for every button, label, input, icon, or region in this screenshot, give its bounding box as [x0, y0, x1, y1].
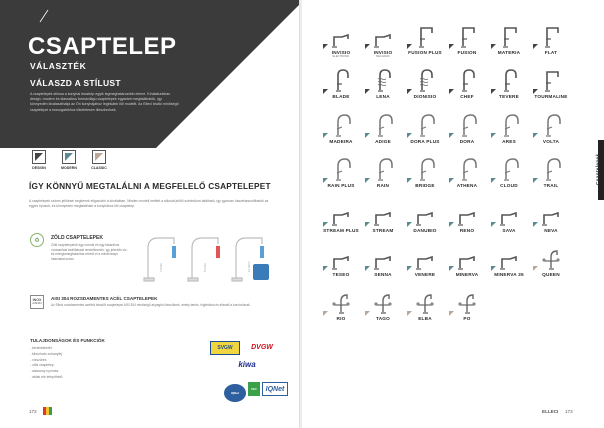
design-style-icon	[407, 44, 412, 49]
modern-style-icon	[533, 222, 538, 227]
green-faucets-heading: ZÖLD CSAPTELEPEK	[51, 235, 103, 241]
modern-style-icon	[491, 222, 496, 227]
faucet-icon	[454, 23, 480, 49]
faucet-item	[362, 21, 404, 65]
faucet-name: STREAM PLUS	[323, 227, 359, 233]
footer-color-logo	[43, 407, 52, 415]
design-style-icon	[449, 44, 454, 49]
faucet-icon	[370, 112, 396, 138]
flow-label: 5 l/min	[203, 263, 207, 272]
faucet-icon	[538, 156, 564, 182]
flow-label: 12 l/min	[247, 261, 251, 272]
faucet-name: BLADE	[332, 94, 350, 100]
faucet-icon	[328, 156, 354, 182]
faucet-name: DORA	[459, 138, 475, 144]
faucet-name: FUSION PLUS	[408, 50, 442, 55]
faucet-item	[530, 110, 572, 154]
faucet-item	[320, 287, 362, 331]
faucet-icon	[328, 23, 354, 49]
left-page	[0, 0, 300, 428]
modern-style-icon	[365, 266, 370, 271]
faucet-item	[320, 199, 362, 243]
faucet-name: MINERVA 35	[494, 271, 524, 277]
faucet-icon	[412, 289, 438, 315]
faucet-name: TOURMALINE	[534, 94, 568, 100]
modern-style-icon	[491, 178, 496, 183]
faucet-icon	[496, 201, 522, 227]
iso-logo: ISO	[248, 382, 260, 396]
inox-text: Az Elleci rozsdamentes acélból készült csaptelepei AISI 304 minőségű anyagból készülnek, amely tartós, higiénikus és ellenáll a korróziónak.	[51, 303, 251, 307]
page-title: CSAPTELEP	[28, 33, 177, 60]
faucet-icon	[538, 67, 564, 93]
faucet-item	[446, 21, 488, 65]
faucet-name: SAVA	[502, 227, 516, 233]
faucet-item	[404, 65, 446, 109]
green-faucets-text: Zöld csaptelepeink egy normál és egy takarékos vízáramlási beállítással rendelkeznek, így jelentős víz- és energiamegtakarítás érhető el a mindennapi használat során.	[51, 243, 128, 261]
faucet-item	[446, 154, 488, 198]
faucet-icon	[538, 112, 564, 138]
flow-label: 7 l/min	[159, 263, 163, 272]
faucet-name: INVISIO	[373, 50, 393, 55]
faucet-grid	[320, 21, 572, 332]
faucet-name: CLOUD	[500, 183, 518, 189]
faucet-icon	[454, 156, 480, 182]
faucet-name: PO	[463, 316, 471, 322]
faucet-name: ADIGE	[375, 138, 391, 144]
faucet-name: DIONISIO	[413, 94, 437, 100]
faucet-item	[488, 243, 530, 287]
faucet-icon	[538, 23, 564, 49]
faucet-name: SENNA	[374, 271, 392, 277]
classic-style-icon	[449, 311, 454, 316]
faucet-icon	[412, 23, 438, 49]
faucet-item	[530, 243, 572, 287]
design-style-icon	[533, 44, 538, 49]
faucet-item	[488, 110, 530, 154]
style-label: CLASSIC	[91, 166, 107, 170]
faucet-icon	[328, 112, 354, 138]
design-style-icon	[407, 89, 412, 94]
design-style-icon	[32, 150, 46, 164]
page-number-left: 172	[29, 409, 37, 414]
design-style-icon	[365, 89, 370, 94]
faucet-item	[404, 287, 446, 331]
faucet-name: ATHENA	[456, 183, 478, 189]
modern-style-icon	[491, 133, 496, 138]
feature-item: - vízszűrés	[30, 357, 47, 362]
feature-item: - zöld csaptelep	[30, 363, 54, 368]
faucet-name: RIO	[336, 316, 346, 322]
features-heading: TULAJDONSÁGOK ÉS FUNKCIÓK	[30, 338, 105, 343]
faucet-item	[320, 110, 362, 154]
faucet-item	[530, 199, 572, 243]
faucet-name: RAIN PLUS	[327, 183, 355, 189]
faucet-name: STREAM	[372, 227, 394, 233]
modern-style-icon	[533, 178, 538, 183]
faucet-name: DANUBIO	[413, 227, 437, 233]
faucet-name: MADEIRA	[329, 138, 353, 144]
faucet-icon	[538, 201, 564, 227]
brand-footer: ELLECI	[542, 409, 559, 414]
faucet-item	[446, 243, 488, 287]
faucet-icon	[328, 289, 354, 315]
faucet-icon	[496, 245, 522, 271]
classic-style-icon	[92, 150, 106, 164]
faucet-item	[404, 21, 446, 65]
page-subtitle: VÁLASZTÉK	[30, 61, 87, 71]
classic-style-icon	[407, 311, 412, 316]
faucet-item	[404, 199, 446, 243]
faucet-icon	[370, 201, 396, 227]
inox-heading: AISI 304 ROZSDAMENTES ACÉL CSAPTELEPEK	[51, 296, 158, 301]
easy-find-heading: ÍGY KÖNNYŰ MEGTALÁLNI A MEGFELELŐ CSAPTELEPET	[29, 181, 271, 191]
design-style-icon	[323, 89, 328, 94]
faucet-icon	[412, 201, 438, 227]
modern-style-icon	[365, 222, 370, 227]
faucet-item	[320, 154, 362, 198]
faucet-icon	[454, 245, 480, 271]
style-design	[29, 150, 49, 170]
faucet-name: RENO	[459, 227, 475, 233]
faucet-item	[488, 65, 530, 109]
faucet-icon	[328, 201, 354, 227]
faucet-item	[362, 199, 404, 243]
style-classic	[89, 150, 109, 170]
modern-style-icon	[323, 178, 328, 183]
faucet-icon	[454, 67, 480, 93]
header-banner	[0, 0, 300, 148]
design-style-icon	[491, 89, 496, 94]
faucet-name: TAGO	[376, 316, 390, 322]
faucet-icon	[496, 112, 522, 138]
modern-style-icon	[323, 133, 328, 138]
faucet-item	[320, 21, 362, 65]
faucet-icon	[328, 67, 354, 93]
faucet-subname: ELECTRONIC	[332, 55, 350, 58]
faucet-item	[446, 287, 488, 331]
svgw-logo: SVGW	[210, 341, 240, 355]
faucet-name: DORA PLUS	[410, 138, 440, 144]
inox-badge	[30, 295, 44, 309]
modern-style-icon	[449, 178, 454, 183]
design-style-icon	[365, 44, 370, 49]
faucet-name: TESEO	[332, 271, 350, 277]
faucet-icon	[454, 289, 480, 315]
faucet-name: TEVERE	[499, 94, 519, 100]
faucet-item	[404, 243, 446, 287]
faucet-icon	[412, 112, 438, 138]
style-label: MODERN	[61, 166, 77, 170]
faucet-icon	[328, 245, 354, 271]
faucet-icon	[538, 245, 564, 271]
faucet-name: MATERIA	[497, 50, 521, 55]
dvgw-logo: DVGW	[251, 343, 273, 351]
modern-style-icon	[449, 133, 454, 138]
faucet-item	[362, 110, 404, 154]
feature-item: - kihúzható zuhanyfej	[30, 351, 63, 356]
modern-style-icon	[491, 266, 496, 271]
classic-style-icon	[533, 266, 538, 271]
faucet-item	[362, 287, 404, 331]
features-list	[30, 346, 62, 381]
design-style-icon	[533, 89, 538, 94]
modern-style-icon	[407, 133, 412, 138]
feature-item: - kerámiabetét	[30, 346, 52, 350]
faucet-item	[446, 199, 488, 243]
faucet-item	[362, 154, 404, 198]
style-legend	[29, 150, 109, 170]
faucet-name: LENA	[376, 94, 390, 100]
modern-style-icon	[407, 266, 412, 271]
faucet-name: ELBA	[418, 316, 432, 322]
design-style-icon	[491, 44, 496, 49]
iqnet-logo: IQNet	[262, 382, 288, 396]
faucet-item	[530, 65, 572, 109]
side-section-label: Csaptelepek	[595, 153, 600, 185]
faucet-item	[530, 154, 572, 198]
faucet-item	[404, 154, 446, 198]
faucet-icon	[454, 201, 480, 227]
faucet-icon	[370, 245, 396, 271]
classic-style-icon	[365, 311, 370, 316]
faucet-icon	[454, 112, 480, 138]
faucet-name: VENERE	[414, 271, 436, 277]
faucet-item	[362, 243, 404, 287]
faucet-icon	[412, 67, 438, 93]
faucet-name: ARES	[502, 138, 516, 144]
choose-style-heading: VÁLASZD A STÍLUST	[30, 78, 121, 88]
faucet-item	[446, 110, 488, 154]
faucet-item	[488, 199, 530, 243]
feature-item: - alacsony nyomás	[30, 369, 59, 374]
modern-style-icon	[323, 222, 328, 227]
faucet-icon	[496, 67, 522, 93]
right-page	[302, 0, 604, 428]
recycle-icon: ♻	[30, 233, 44, 247]
faucet-icon	[370, 23, 396, 49]
faucet-icon	[412, 245, 438, 271]
faucet-item	[404, 110, 446, 154]
green-faucet-illustration	[140, 228, 280, 283]
classic-style-icon	[323, 311, 328, 316]
modern-style-icon	[365, 133, 370, 138]
faucet-subname: MECHANIC	[376, 55, 390, 58]
faucet-item	[530, 21, 572, 65]
design-style-icon	[449, 89, 454, 94]
faucet-name: NEVA	[544, 227, 558, 233]
faucet-name: RAIN	[376, 183, 390, 189]
inox-badge-top: INOX	[32, 298, 42, 302]
modern-style-icon	[62, 150, 76, 164]
faucet-name: QUEEN	[542, 271, 560, 277]
modern-style-icon	[449, 266, 454, 271]
faucet-icon	[412, 156, 438, 182]
iqnet-seal-logo: IQNet	[224, 384, 246, 402]
faucet-name: BRIDGE	[415, 183, 435, 189]
style-modern	[59, 150, 79, 170]
faucet-name: TRAIL	[543, 183, 559, 189]
faucet-name: MINERVA	[455, 271, 479, 277]
modern-style-icon	[449, 222, 454, 227]
faucet-name: INVISIO	[331, 50, 351, 55]
modern-style-icon	[323, 266, 328, 271]
modern-style-icon	[533, 133, 538, 138]
easy-find-text: A csaptelepek színes jelölései segítenek eligazodni a kínálatban. Minden modell mellett a stílusát jelölő szimbólum található, így gyorsan összehasonlíthatók az egyes típusok, és könnyedén megtalálható a konyhához illő csaptelep.	[29, 199, 269, 208]
faucet-item	[488, 21, 530, 65]
faucet-item	[446, 65, 488, 109]
modern-style-icon	[407, 178, 412, 183]
kiwa-logo: kiwa	[238, 359, 256, 369]
modern-style-icon	[365, 178, 370, 183]
faucet-name: CHEF	[460, 94, 474, 100]
faucet-item	[362, 65, 404, 109]
inox-badge-bottom: AISI304	[32, 302, 42, 305]
style-label: DESIGN	[32, 166, 46, 170]
modern-style-icon	[407, 222, 412, 227]
intro-text: A csaptelepek stílusa a konyhai összkép egyik legmeghatározóbb eleme. Kínálatunkban design, modern és klasszikus formavilágú csaptelepek egyaránt megtalálhatók, így könnyedén kiválaszthatja az Ön konyhájához leginkább illő modellt. Az Elleci kiváló minőségű csaptelepei a mosogatókhoz tökéletesen illeszkednek.	[30, 92, 179, 112]
faucet-name: VOLTA	[542, 138, 560, 144]
faucet-icon	[370, 67, 396, 93]
faucet-name: FUSION	[457, 50, 477, 55]
faucet-item	[488, 154, 530, 198]
faucet-icon	[496, 156, 522, 182]
faucet-item	[320, 243, 362, 287]
faucet-item	[320, 65, 362, 109]
design-style-icon	[323, 44, 328, 49]
faucet-name: FLAT	[544, 50, 558, 55]
page-number-right: 173	[565, 409, 573, 414]
faucet-icon	[370, 156, 396, 182]
faucet-icon	[370, 289, 396, 315]
feature-item: - ablak elé telepíthető	[30, 374, 63, 379]
faucet-icon	[496, 23, 522, 49]
